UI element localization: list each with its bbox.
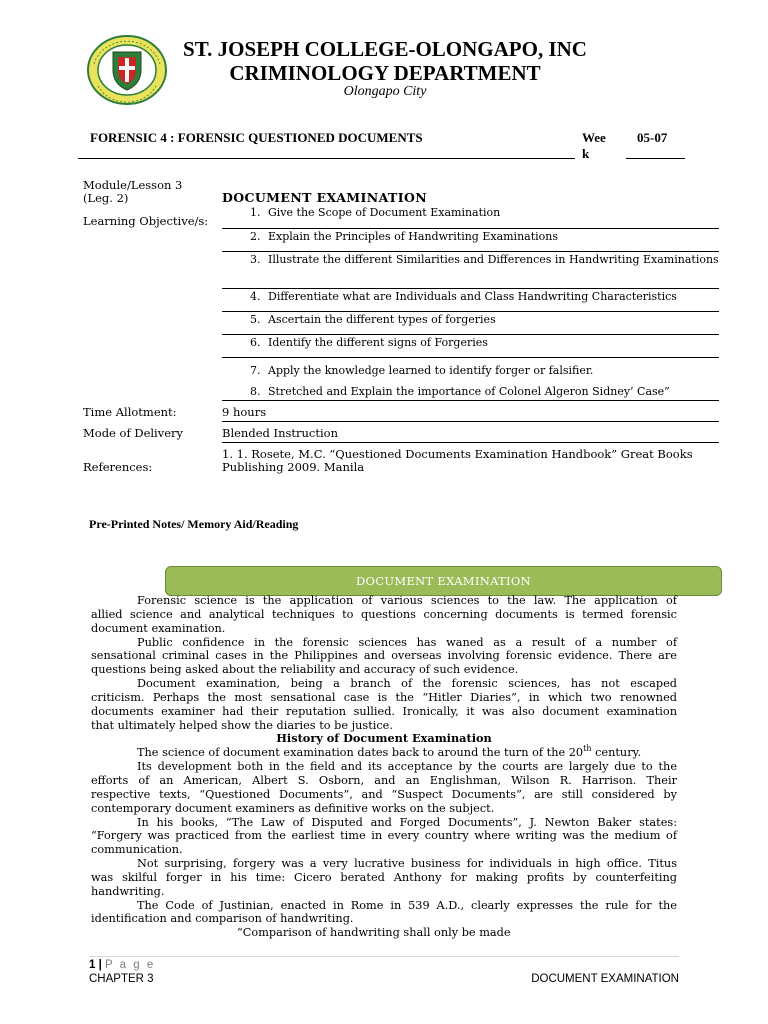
objective-item (222, 230, 719, 252)
objective-text: Apply the knowledge learned to identify forger or falsifier. (268, 364, 594, 377)
module-sublabel: (Leg. 2) (83, 191, 129, 205)
objective-item (222, 313, 719, 335)
footer-page-number (89, 959, 155, 971)
body-span: century. (591, 746, 642, 760)
body-span: The science of document examination dates back to around the turn of the 20 (137, 746, 584, 760)
body-line: Document examination, being a branch of the forensic sciences, has not escaped (137, 677, 677, 691)
body-line: identification and comparison of handwriting. (91, 912, 354, 926)
course-underline (78, 158, 575, 159)
section-banner: DOCUMENT EXAMINATION (165, 566, 722, 596)
footer-section: DOCUMENT EXAMINATION (531, 973, 679, 985)
module-label: Module/Lesson 3 (83, 178, 183, 192)
history-heading: History of Document Examination (276, 731, 492, 746)
objective-text: Give the Scope of Document Examination (268, 206, 501, 219)
objective-number: 6. (250, 336, 261, 349)
body-line: Public confidence in the forensic sciences has waned as a result of a number of (137, 635, 677, 649)
objective-number: 5. (250, 313, 261, 326)
body-line: respective texts, “Questioned Documents”, and “Suspect Documents”, are still considered by (91, 787, 677, 801)
week-underline (626, 158, 685, 159)
city-name: Olongapo City (343, 84, 427, 99)
objective-item (222, 336, 719, 358)
department-name: CRIMINOLOGY DEPARTMENT (229, 61, 541, 85)
time-value: 9 hours (222, 406, 719, 422)
objective-item (222, 290, 719, 312)
time-label: Time Allotment: (83, 405, 177, 419)
quote-line: “Comparison of handwriting shall only be made (237, 926, 511, 940)
objective-text: Identify the different signs of Forgeries (268, 336, 488, 349)
body-line: criticism. Perhaps the most sensational case is the “Hitler Diaries”, in which two renowned (91, 690, 677, 704)
college-name: ST. JOSEPH COLLEGE-OLONGAPO, INC (183, 37, 587, 61)
week-value: 05-07 (637, 130, 668, 145)
body-line: In his books, “The Law of Disputed and Forged Documents”, J. Newton Baker states: (137, 815, 677, 829)
body-line: documents examiner had their reputation sullied. Ironically, it was also document examination (91, 704, 677, 718)
page-word: P a g e (105, 959, 156, 971)
superscript: th (583, 744, 592, 754)
page-number: 1 | (89, 959, 102, 971)
body-line: Forensic science is the application of various sciences to the law. The application of (137, 594, 677, 607)
body-line: that ultimately helped show the diaries to be justice. (91, 718, 393, 732)
body-line: Not surprising, forgery was a very lucrative business for individuals in high office. Titus (137, 857, 677, 871)
footer-divider (89, 956, 679, 957)
objective-number: 3. (250, 253, 261, 266)
objective-number: 7. (250, 364, 261, 377)
body-line: Its development both in the field and its acceptance by the courts are largely due to the (137, 760, 677, 774)
body-line: “Forgery was practiced from the earliest time in every country where writing was the medium of (91, 829, 677, 843)
objective-text: Ascertain the different types of forgeries (268, 313, 496, 326)
objective-number: 1. (250, 206, 261, 219)
objective-text: Illustrate the different Similarities and Differences in Handwriting Examinations (268, 253, 719, 266)
body-line: document examination. (91, 621, 226, 635)
references-value: 1. 1. Rosete, M.C. “Questioned Documents Examination Handbook” Great Books Publishing 2009. Manila (222, 447, 693, 474)
body-line: questions being asked about the reliability and accuracy of such evidence. (91, 663, 519, 677)
body-line: communication. (91, 843, 183, 857)
objective-item (222, 253, 719, 289)
mode-label: Mode of Delivery (83, 426, 184, 440)
objective-item (222, 206, 719, 229)
mode-value: Blended Instruction (222, 427, 719, 443)
objective-item (222, 364, 719, 380)
body-line: sensational criminal cases in the Philippines and overseas involving forensic evidence. There are (91, 649, 677, 663)
course-title: FORENSIC 4 : FORENSIC QUESTIONED DOCUMENTS (90, 130, 423, 145)
notes-heading: Pre-Printed Notes/ Memory Aid/Reading (89, 517, 299, 531)
objective-text: Stretched and Explain the importance of Colonel Algeron Sidney’ Case” (268, 385, 670, 398)
body-text (91, 594, 677, 940)
body-line (91, 746, 677, 760)
objective-number: 2. (250, 230, 261, 243)
body-line: handwriting. (91, 884, 165, 898)
week-label: Wee k (582, 130, 606, 161)
objective-text: Differentiate what are Individuals and Class Handwriting Characteristics (268, 290, 677, 303)
body-line: efforts of an American, Albert S. Osborn, and an Englishman, Wilson R. Harrison. Their (91, 773, 677, 787)
body-line: contemporary document examiners as definitive works on the subject. (91, 801, 495, 815)
module-title: DOCUMENT EXAMINATION (222, 190, 428, 205)
body-line: allied science and analytical techniques to questions concerning documents is termed forensic (91, 607, 677, 621)
objective-text: Explain the Principles of Handwriting Examinations (268, 230, 559, 243)
objective-item (222, 385, 719, 401)
body-line: was skilful forger in his time: Cicero berated Anthony for making profits by counterfeiting (91, 870, 677, 884)
footer-chapter: CHAPTER 3 (89, 973, 154, 985)
objectives-label: Learning Objective/s: (83, 214, 209, 228)
objective-number: 4. (250, 290, 261, 303)
objective-number: 8. (250, 385, 261, 398)
references-label: References: (83, 460, 153, 474)
body-line: The Code of Justinian, enacted in Rome in 539 A.D., clearly expresses the rule for the (137, 898, 677, 912)
